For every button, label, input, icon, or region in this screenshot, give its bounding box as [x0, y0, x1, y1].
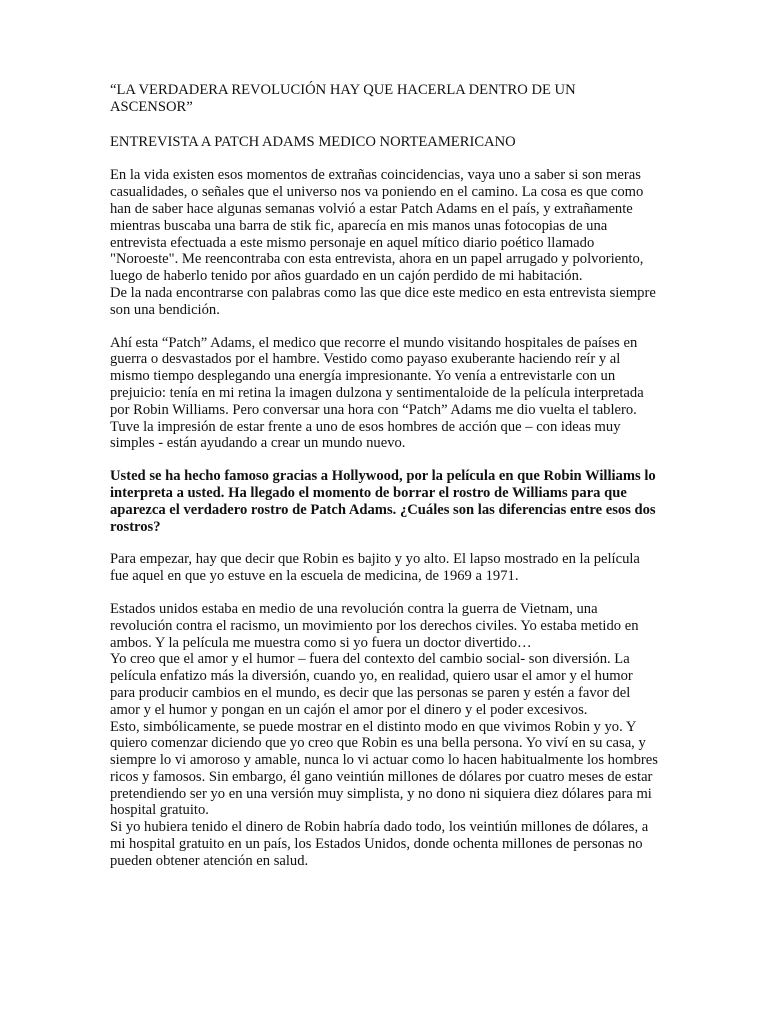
document-subtitle: ENTREVISTA A PATCH ADAMS MEDICO NORTEAMERICANO: [110, 133, 516, 150]
answer-paragraph: Yo creo que el amor y el humor – fuera del contexto del cambio social- son diversión. La película enfatizo más la diversión, cuando yo, en realidad, quiero usar el amor y el humor para producir cambios en el mundo, es decir que las personas se paren y estén a favor del amor y el humor y pongan en un cajón el amor por el dinero y el poder excesivos.: [110, 651, 633, 718]
intro-paragraph: En la vida existen esos momentos de extrañas coincidencias, vaya uno a saber si son meras casualidades, o señales que el universo nos va poniendo en el camino. La cosa es que como han de saber hace algunas semanas volvió a estar Patch Adams en el país, y extrañamente mientras buscaba una barra de stik fic, aparecía en mis manos unas fotocopias de una entrevista efectuada a este mismo personaje en aquel mítico diario poético llamado "Noroeste". Me reencontraba con esta entrevista, ahora en un papel arrugado y polvoriento, luego de haberlo tenido por años guardado en un cajón perdido de mi habitación.: [110, 167, 644, 285]
document-title: “LA VERDADERA REVOLUCIÓN HAY QUE HACERLA DENTRO DE UN ASCENSOR”: [110, 82, 576, 115]
answer-paragraph: Si yo hubiera tenido el dinero de Robin habría dado todo, los veintiún millones de dólares, a mi hospital gratuito en un país, los Estados Unidos, donde ochenta millones de personas no pueden obtener atención en salud.: [110, 819, 649, 869]
intro-paragraph: De la nada encontrarse con palabras como las que dice este medico en esta entrevista siempre son una bendición.: [110, 284, 656, 318]
interview-question: Usted se ha hecho famoso gracias a Hollywood, por la película en que Robin Williams lo interpreta a usted. Ha llegado el momento de borrar el rostro de Williams para que aparezca el verdadero rostro de Patch Adams. ¿Cuáles son las diferencias entre esos dos rostros?: [110, 468, 656, 535]
presentation-paragraph: Ahí esta “Patch” Adams, el medico que recorre el mundo visitando hospitales de países en guerra o desvastados por el hambre. Vestido como payaso exuberante haciendo reír y al mismo tiempo desplegando una energía impresionante. Yo venía a entrevistarle con un prejuicio: tenía en mi retina la imagen dulzona y sentimentaloide de la película interpretada por Robin Williams. Pero conversar una hora con “Patch” Adams me dio vuelta el tablero. Tuve la impresión de estar frente a uno de esos hombres de acción que – con ideas muy simples - están ayudando a crear un mundo nuevo.: [110, 334, 644, 452]
answer-paragraph: Esto, simbólicamente, se puede mostrar en el distinto modo en que vivimos Robin y yo. Y quiero comenzar diciendo que yo creo que Robin es una bella persona. Yo viví en su casa, y siempre lo vi amoroso y amable, nunca lo vi actuar como lo hacen habitualmente los hombres ricos y famosos. Sin embargo, él gano veintiún millones de dólares por cuatro meses de estar pretendiendo ser yo en una versión muy simplista, y no dono ni siquiera diez dólares para mi hospital gratuito.: [110, 718, 658, 819]
answer-paragraph: Para empezar, hay que decir que Robin es bajito y yo alto. El lapso mostrado en la película fue aquel en que yo estuve en la escuela de medicina, de 1969 a 1971.: [110, 551, 640, 585]
answer-paragraph: Estados unidos estaba en medio de una revolución contra la guerra de Vietnam, una revolución contra el racismo, un movimiento por los derechos civiles. Yo estaba metido en ambos. Y la película me muestra como si yo fuera un doctor divertido…: [110, 600, 639, 651]
